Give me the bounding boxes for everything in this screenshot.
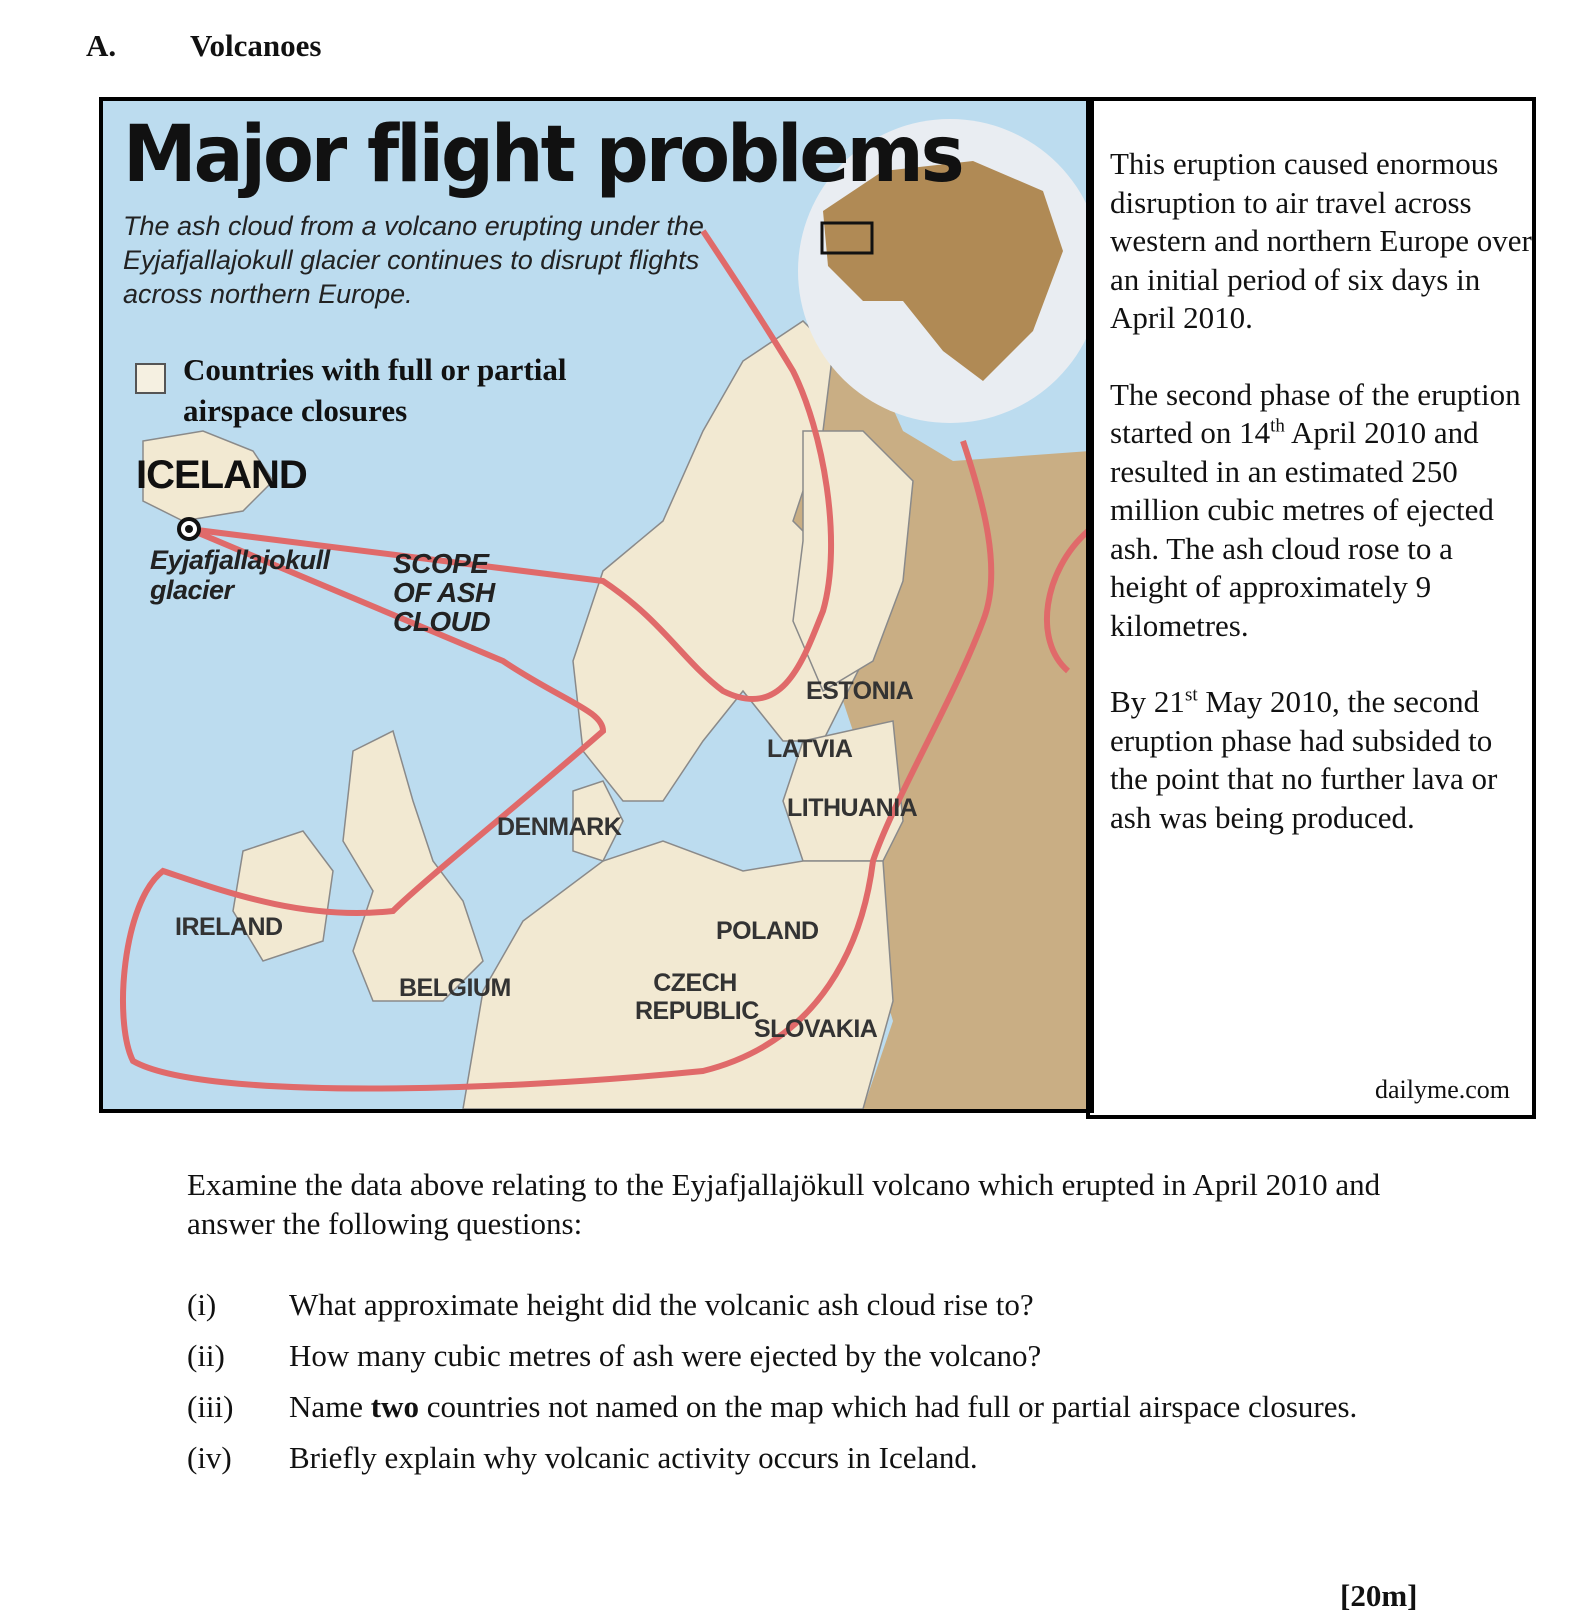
section-heading	[86, 28, 321, 64]
question-number: (ii)	[187, 1338, 225, 1373]
info-p2-post: April 2010 and resulted in an estimated 250 million cubic metres of ejected ash. The ash cloud rose to a height of approximately 9 kilometres.	[1110, 415, 1494, 643]
source-credit: dailyme.com	[1374, 1075, 1510, 1104]
label-czech-republic: CZECH REPUBLIC	[635, 969, 759, 1025]
question-item	[187, 1438, 1387, 1477]
label-iceland: ICELAND	[136, 453, 307, 497]
question-intro: Examine the data above relating to the Eyjafjallajökull volcano which erupted in April 2010 and answer the following questions:	[187, 1167, 1381, 1241]
label-lithuania: LITHUANIA	[787, 794, 918, 822]
info-paragraph-3	[1110, 683, 1532, 837]
info-p3-post: May 2010, the second eruption phase had subsided to the point that no further lava or ash was being produced.	[1110, 684, 1498, 835]
map-subtitle: The ash cloud from a volcano erupting under the Eyjafjallajokull glacier continues to disrupt flights across northern Europe.	[123, 211, 704, 309]
label-poland: POLAND	[716, 917, 819, 945]
question-text-post: countries not named on the map which had full or partial airspace closures.	[419, 1389, 1358, 1424]
marks-total: [20m]	[1340, 1578, 1418, 1613]
label-scope-of-ash-cloud: SCOPE OF ASH CLOUD	[393, 548, 495, 637]
label-denmark: DENMARK	[497, 813, 622, 841]
info-p2-sup: th	[1270, 415, 1285, 437]
figure	[99, 97, 1532, 1110]
question-text-bold: two	[370, 1389, 419, 1424]
info-p3-sup: st	[1184, 684, 1198, 706]
map-title: Major flight problems	[123, 109, 962, 201]
info-p2-pre: The second phase of the eruption started on 14	[1110, 376, 1521, 450]
question-text: How many cubic metres of ash were ejected by the volcano?	[289, 1338, 1042, 1373]
question-item	[187, 1336, 1387, 1375]
question-text: What approximate height did the volcanic ash cloud rise to?	[289, 1287, 1034, 1322]
info-p3-pre: By 21	[1110, 684, 1185, 719]
label-ireland: IRELAND	[175, 913, 283, 941]
question-item	[187, 1387, 1387, 1426]
info-paragraph-2	[1110, 376, 1532, 646]
question-item	[187, 1285, 1387, 1324]
label-belgium: BELGIUM	[399, 974, 511, 1002]
legend-label: Countries with full or partial airspace closures	[183, 352, 567, 428]
label-slovakia: SLOVAKIA	[754, 1015, 878, 1043]
label-glacier: Eyjafjallajokull glacier	[150, 545, 330, 605]
question-text-pre: Name	[289, 1389, 371, 1424]
label-latvia: LATVIA	[767, 735, 853, 763]
label-estonia: ESTONIA	[806, 677, 914, 705]
info-text-box	[1086, 97, 1536, 1119]
section-title: Volcanoes	[190, 28, 322, 63]
map-panel	[99, 97, 1094, 1113]
question-text: Briefly explain why volcanic activity occurs in Iceland.	[289, 1440, 978, 1475]
question-number: (iv)	[187, 1440, 232, 1475]
legend-swatch	[135, 363, 166, 394]
question-number: (i)	[187, 1287, 217, 1322]
section-letter: A.	[86, 28, 117, 63]
info-paragraph-1: This eruption caused enormous disruption to air travel across western and northern Europe over an initial period of six days in April 2010.	[1110, 146, 1532, 335]
question-number: (iii)	[187, 1389, 234, 1424]
question-list	[187, 1285, 1387, 1489]
